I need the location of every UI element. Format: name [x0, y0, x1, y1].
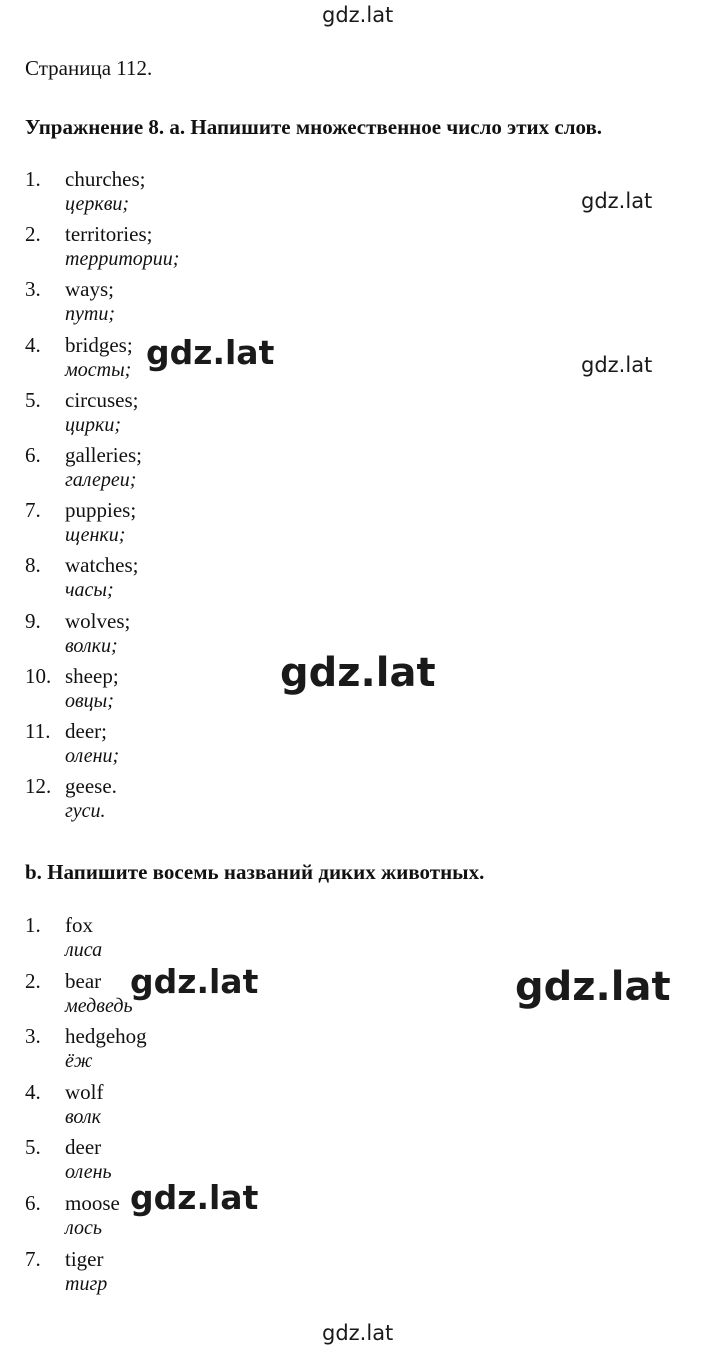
item-translation: мосты;	[65, 358, 132, 381]
item-translation: тигр	[65, 1272, 108, 1295]
item-translation: пути;	[65, 303, 115, 326]
item-translation: территории;	[65, 248, 180, 271]
item-translation: галереи;	[65, 468, 137, 491]
item-translation: часы;	[65, 579, 114, 602]
item-number: 10.	[25, 663, 52, 688]
item-word: wolf	[65, 1079, 104, 1104]
item-number: 6.	[25, 1190, 41, 1215]
item-number: 4.	[25, 332, 41, 357]
item-translation: гуси.	[65, 800, 106, 823]
item-word: churches;	[65, 167, 146, 191]
watermark-right-2: gdz.lat	[581, 353, 653, 377]
item-word: geese.	[65, 774, 117, 799]
item-translation: волк	[65, 1105, 101, 1128]
exercise-b-heading: b. Напишите восемь названий диких животных.	[25, 860, 485, 884]
item-number: 2.	[25, 968, 41, 993]
item-translation: лиса	[65, 939, 103, 961]
item-translation: лось	[65, 1216, 102, 1239]
item-word: deer;	[65, 718, 107, 743]
item-word: deer	[65, 1135, 102, 1160]
item-translation: церкви;	[65, 193, 130, 215]
item-number: 5.	[25, 1135, 41, 1160]
item-translation: волки;	[65, 634, 118, 657]
watermark-mid-3: gdz.lat	[130, 1178, 259, 1217]
item-number: 1.	[25, 167, 41, 191]
item-word: ways;	[65, 277, 114, 302]
item-word: territories;	[65, 222, 153, 247]
item-translation: олени;	[65, 744, 120, 767]
item-translation: овцы;	[65, 689, 114, 712]
watermark-right-large: gdz.lat	[515, 964, 671, 1010]
item-translation: ёж	[65, 1050, 93, 1073]
watermark-center: gdz.lat	[280, 650, 436, 696]
item-translation: щенки;	[65, 524, 126, 547]
item-number: 6.	[25, 442, 41, 467]
item-word: wolves;	[65, 608, 131, 633]
item-number: 11.	[25, 718, 51, 743]
item-number: 3.	[25, 277, 41, 302]
item-word: fox	[65, 913, 93, 937]
item-word: sheep;	[65, 663, 119, 688]
item-number: 9.	[25, 608, 41, 633]
item-number: 4.	[25, 1079, 41, 1104]
item-word: galleries;	[65, 442, 142, 467]
item-word: hedgehog	[65, 1024, 147, 1049]
watermark-mid-1: gdz.lat	[146, 333, 275, 372]
item-word: bear	[65, 968, 102, 993]
item-word: moose	[65, 1190, 120, 1215]
exercise-a-heading: Упражнение 8. a. Напишите множественное число этих слов.	[25, 115, 603, 139]
item-number: 8.	[25, 553, 41, 578]
page-label: Страница 112.	[25, 56, 153, 80]
watermark-top: gdz.lat	[322, 3, 394, 27]
item-translation: медведь	[65, 994, 133, 1017]
item-number: 1.	[25, 913, 41, 937]
item-translation: олень	[65, 1161, 112, 1184]
item-word: bridges;	[65, 332, 133, 357]
item-number: 3.	[25, 1024, 41, 1049]
item-word: circuses;	[65, 387, 139, 412]
watermark-right-1: gdz.lat	[581, 189, 653, 213]
item-number: 12.	[25, 774, 52, 799]
item-number: 5.	[25, 387, 41, 412]
item-translation: цирки;	[65, 413, 122, 436]
watermark-mid-2: gdz.lat	[130, 962, 259, 1001]
item-word: puppies;	[65, 498, 137, 523]
item-number: 7.	[25, 1246, 41, 1271]
item-word: watches;	[65, 553, 139, 578]
item-number: 7.	[25, 498, 41, 523]
watermark-bottom: gdz.lat	[322, 1321, 394, 1345]
item-word: tiger	[65, 1246, 104, 1271]
item-number: 2.	[25, 222, 41, 247]
